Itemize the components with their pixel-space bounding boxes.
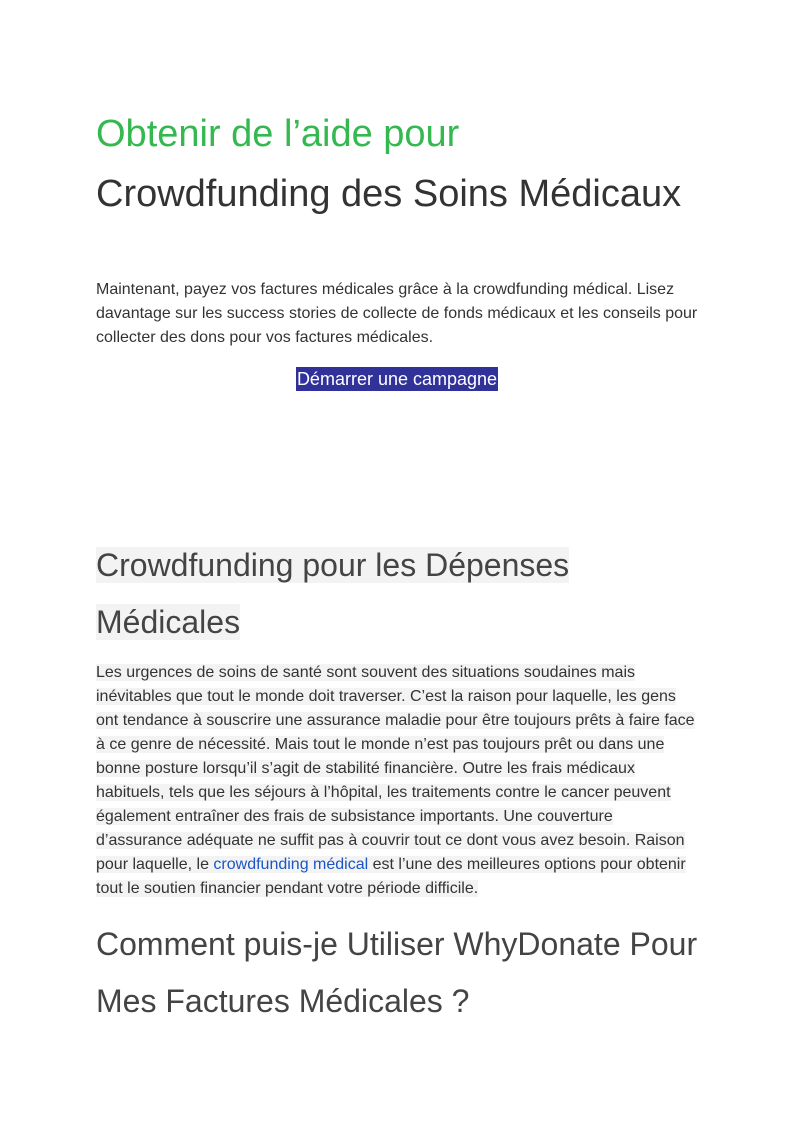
- hero-title: Crowdfunding des Soins Médicaux: [96, 173, 682, 215]
- hero-kicker: Obtenir de l’aide pour: [96, 113, 460, 155]
- section-title-line-1: Comment puis-je Utiliser WhyDonate Pour: [96, 926, 698, 962]
- body-text-part-1: Les urgences de soins de santé sont souvent des situations soudaines mais inévitables que tout le monde doit traverser. C’est la raison pour laquelle, les gens ont tendance à souscrire une assurance maladie pour être toujours prêts à faire face à ce genre de nécessité. Mais tout le monde n’est pas toujours prêt ou dans une bonne posture lorsqu’il s’agit de stabilité financière. Outre les frais médicaux habituels, tels que les séjours à l’hôpital, les traitements contre le cancer peuvent également entraîner des frais de subsistance importants. Une couverture d’assurance adéquate ne suffit pas à couvrir tout ce dont vous avez besoin. Raison pour laquelle, le: [96, 664, 695, 873]
- section-title-line-2: Mes Factures Médicales ?: [96, 983, 470, 1019]
- section-title: [96, 916, 698, 1030]
- cta-container: [96, 367, 698, 391]
- section-medical-expenses-body: [96, 661, 698, 901]
- medical-crowdfunding-link[interactable]: crowdfunding médical: [213, 856, 369, 873]
- body-text-part-2: est l’une des meilleures options pour obtenir tout le soutien financier pendant votre période difficile.: [96, 856, 686, 897]
- intro-paragraph: Maintenant, payez vos factures médicales grâce à la crowdfunding médical. Lisez davantage sur les success stories de collecte de fonds médicaux et les conseils pour collecter des dons pour vos factures médicales.: [96, 281, 698, 346]
- section-title: [96, 537, 698, 651]
- section-whydonate-heading: [96, 916, 698, 1030]
- start-campaign-button[interactable]: Démarrer une campagne: [296, 369, 498, 389]
- section-title-line-2: Médicales: [96, 604, 241, 640]
- section-medical-expenses-heading: [96, 537, 698, 651]
- section-title-line-1: Crowdfunding pour les Dépenses: [96, 547, 570, 583]
